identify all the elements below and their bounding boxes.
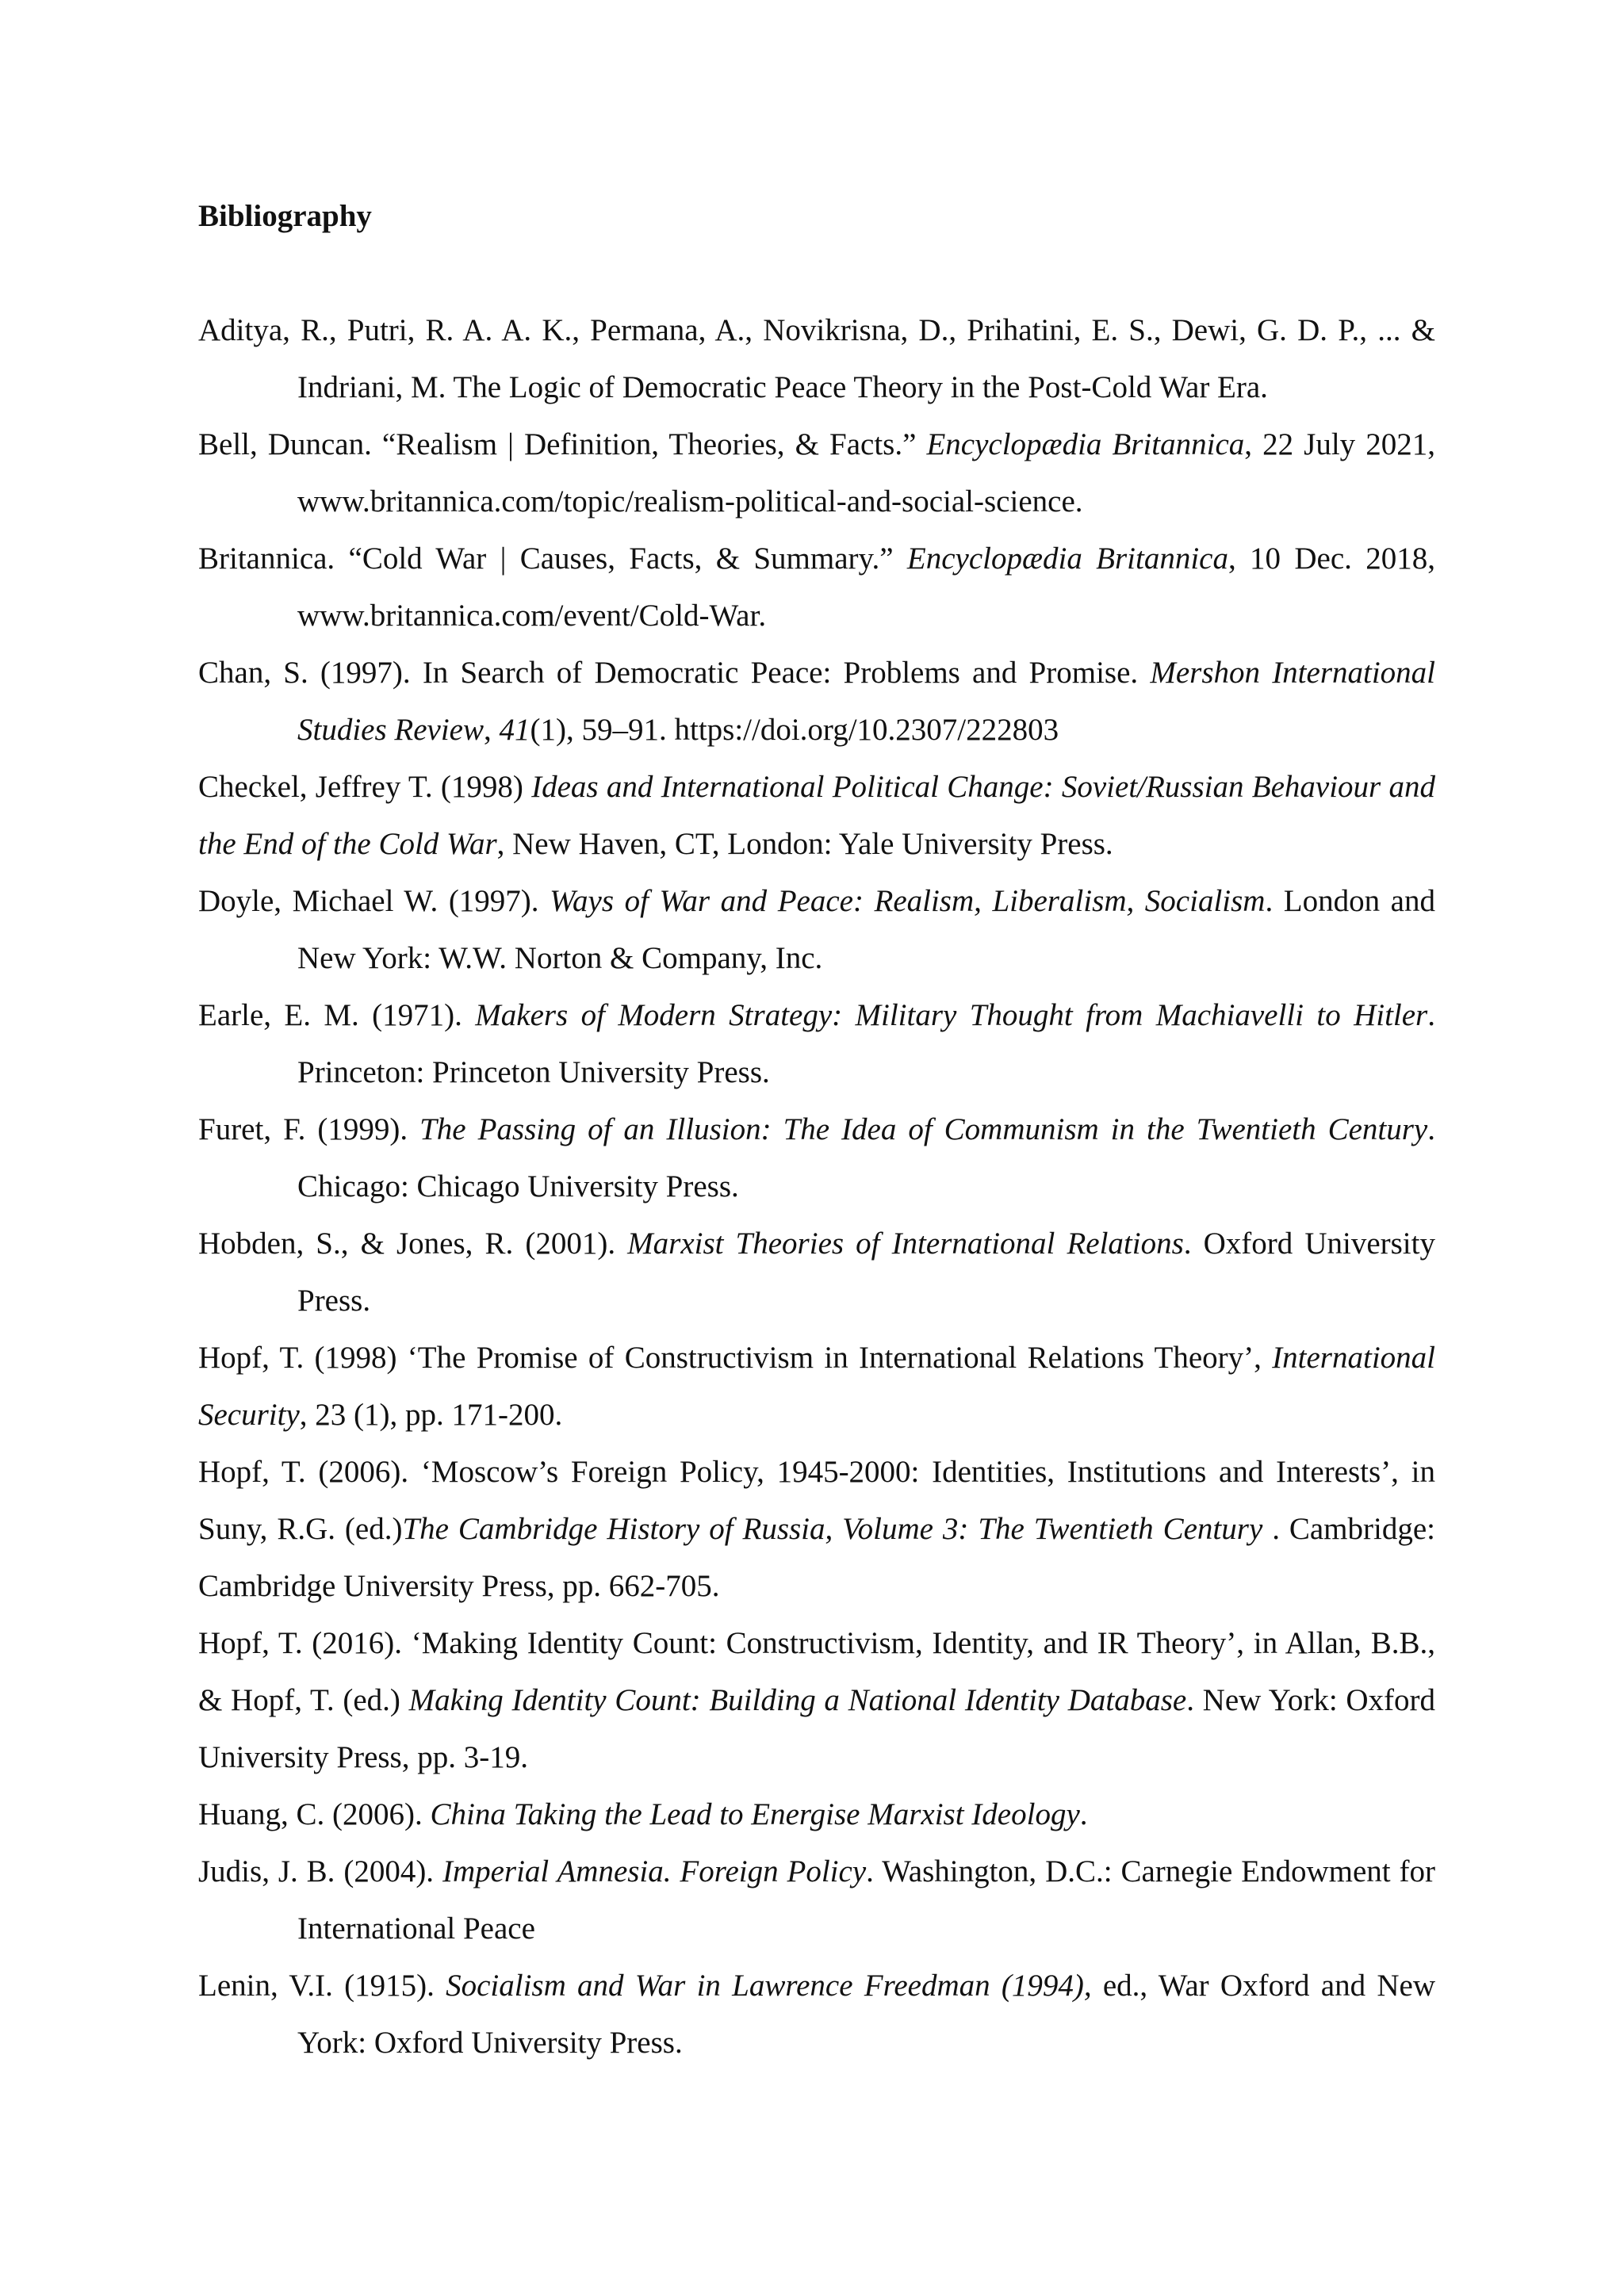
entry-title-italic: Making Identity Count: Building a National Identity Database xyxy=(408,1683,1187,1717)
entry-title-italic: The Cambridge History of Russia, Volume 3: The Twentieth Century xyxy=(402,1512,1263,1546)
bibliography-heading: Bibliography xyxy=(198,199,372,233)
entry-text: Judis, J. B. (2004). xyxy=(198,1854,442,1888)
bibliography-entry xyxy=(198,873,1435,987)
entry-text: , 22 July 2021, www.britannica.com/topic/realism-political-and-social-science. xyxy=(297,427,1435,519)
bibliography-entry xyxy=(198,645,1435,759)
entry-text: Hopf, T. (1998) ‘The Promise of Constructivism in International Relations Theory’, xyxy=(198,1341,1273,1375)
entry-text: Britannica. “Cold War | Causes, Facts, & Summary.” xyxy=(198,541,907,576)
entry-title-italic: International Security xyxy=(198,1341,1435,1432)
entry-text: Lenin, V.I. (1915). xyxy=(198,1969,446,2003)
entry-title-italic: 41 xyxy=(499,713,530,747)
bibliography-entry xyxy=(198,1786,1435,1843)
entry-text: . London and New York: W.W. Norton & Company, Inc. xyxy=(297,884,1435,975)
entry-text: , New Haven, CT, London: Yale University Press. xyxy=(496,827,1113,861)
bibliography-entry xyxy=(198,1957,1435,2072)
entry-text: . xyxy=(1079,1797,1088,1831)
entry-text: Huang, C. (2006). xyxy=(198,1797,431,1831)
entry-text: Aditya, R., Putri, R. A. A. K., Permana, A., Novikrisna, D., Prihatini, E. S., Dewi, G. D. P., ... & Indriani, M. The Logic of Democratic Peace Theory in the Post-Cold War Era. xyxy=(198,313,1435,404)
entry-text: Earle, E. M. (1971). xyxy=(198,998,476,1032)
entry-text: Bell, Duncan. “Realism | Definition, Theories, & Facts.” xyxy=(198,427,927,461)
entry-title-italic: Mershon International Studies Review xyxy=(297,656,1436,747)
bibliography-entry xyxy=(198,1615,1435,1786)
entry-text: . Princeton: Princeton University Press. xyxy=(297,998,1435,1089)
bibliography-list xyxy=(198,302,1435,2072)
entry-text: . Oxford University Press. xyxy=(297,1226,1435,1318)
entry-text: . Chicago: Chicago University Press. xyxy=(297,1112,1435,1203)
entry-text: , 10 Dec. 2018, www.britannica.com/event/Cold-War. xyxy=(297,541,1435,633)
entry-text: . Washington, D.C.: Carnegie Endowment for International Peace xyxy=(297,1854,1435,1946)
entry-title-italic: Encyclopædia Britannica xyxy=(926,427,1245,461)
entry-text: , xyxy=(484,713,500,747)
entry-title-italic: Makers of Modern Strategy: Military Thought from Machiavelli to Hitler xyxy=(475,998,1428,1032)
bibliography-entry xyxy=(198,759,1435,873)
bibliography-entry xyxy=(198,1444,1435,1615)
entry-text: (1), 59–91. https://doi.org/10.2307/222803 xyxy=(530,713,1059,747)
bibliography-entry xyxy=(198,1101,1435,1215)
entry-text: Chan, S. (1997). In Search of Democratic Peace: Problems and Promise. xyxy=(198,656,1151,690)
bibliography-entry xyxy=(198,302,1435,416)
entry-text: . Cambridge: Cambridge University Press, pp. 662-705. xyxy=(198,1512,1435,1603)
entry-text: Doyle, Michael W. (1997). xyxy=(198,884,550,918)
entry-text: Hopf, T. (2006). ‘Moscow’s Foreign Policy, 1945-2000: Identities, Institutions and Interests’, in Suny, R.G. (ed.) xyxy=(198,1455,1435,1546)
entry-text: Checkel, Jeffrey T. (1998) xyxy=(198,770,532,804)
bibliography-entry xyxy=(198,416,1435,530)
entry-title-italic: Imperial Amnesia. Foreign Policy xyxy=(442,1854,867,1888)
entry-title-italic: Socialism and War in Lawrence Freedman (1994), xyxy=(446,1969,1092,2003)
entry-text: Hobden, S., & Jones, R. (2001). xyxy=(198,1226,628,1261)
bibliography-entry xyxy=(198,1330,1435,1444)
bibliography-entry xyxy=(198,987,1435,1101)
entry-text: Hopf, T. (2016). ‘Making Identity Count: Constructivism, Identity, and IR Theory’, in Allan, B.B., & Hopf, T. (ed.) xyxy=(198,1626,1435,1717)
entry-title-italic: Encyclopædia Britannica xyxy=(906,541,1228,576)
entry-text: ed., War Oxford and New York: Oxford University Press. xyxy=(297,1969,1435,2060)
entry-title-italic: Ways of War and Peace: Realism, Liberalism, Socialism xyxy=(550,884,1266,918)
entry-title-italic: Marxist Theories of International Relations xyxy=(627,1226,1184,1261)
entry-text: Furet, F. (1999). xyxy=(198,1112,420,1146)
bibliography-entry xyxy=(198,1215,1435,1330)
entry-title-italic: China Taking the Lead to Energise Marxist Ideology xyxy=(430,1797,1080,1831)
entry-text: , 23 (1), pp. 171-200. xyxy=(299,1398,563,1432)
entry-title-italic: Ideas and International Political Change: Soviet/Russian Behaviour and the End of the Cold War xyxy=(198,770,1435,861)
bibliography-entry xyxy=(198,1843,1435,1957)
bibliography-entry xyxy=(198,530,1435,645)
entry-text: . New York: Oxford University Press, pp. 3-19. xyxy=(198,1683,1436,1774)
entry-title-italic: The Passing of an Illusion: The Idea of Communism in the Twentieth Century xyxy=(419,1112,1428,1146)
